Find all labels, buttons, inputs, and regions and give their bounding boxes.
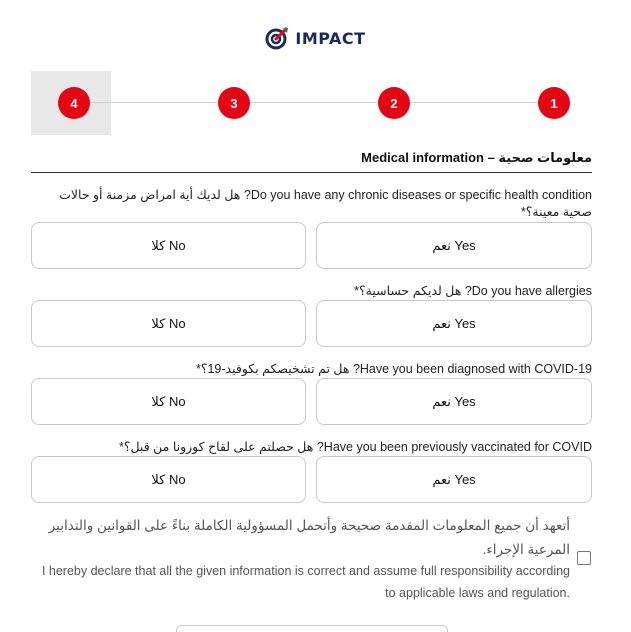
step-connector [409,102,537,103]
question-covid-vaccine: Have you been previously vaccinated for COVID? هل حصلتم على لقاح كورونا من قبل؟* [118,440,592,454]
allergies-no-button[interactable]: كلا No [31,300,306,347]
progress-stepper [31,71,591,135]
next-button[interactable] [176,625,448,632]
declaration-english: I hereby declare that all the given information is correct and assume full responsibility according to applicable laws and regulation. [41,564,570,600]
question-covid-diagnosis: Have you been diagnosed with COVID-19? هل تم تشخيصكم بكوفيد-19؟* [195,362,592,376]
declaration-arabic: أتعهد أن جميع المعلومات المقدمة صحيحة وأتحمل المسؤولية الكاملة بناءً على القوانين والتدابير المرعية الإجراء. [48,518,570,557]
step-1[interactable]: 1 [538,87,570,119]
step-connector [249,102,377,103]
covid-vaccine-no-button[interactable]: كلا No [31,456,306,503]
impact-logo-icon [265,26,289,50]
brand-logo [0,26,631,50]
brand-name: IMPACT [295,28,366,48]
covid-diagnosis-no-button[interactable]: كلا No [31,378,306,425]
step-3[interactable]: 3 [218,87,250,119]
covid-vaccine-yes-button[interactable]: نعم Yes [316,456,592,503]
chronic-diseases-yes-button[interactable]: نعم Yes [316,222,592,269]
allergies-yes-button[interactable]: نعم Yes [316,300,592,347]
declaration-checkbox[interactable] [577,551,591,565]
question-chronic-diseases: Do you have any chronic diseases or specific health condition? هل لديك أية امراض مزمنة أو حالات صحية معينة؟* [59,188,592,219]
question-allergies: Do you have allergies? هل لديكم حساسية؟* [354,284,592,298]
section-title: Medical information – معلومات صحية [361,150,592,165]
step-connector [89,102,217,103]
step-2[interactable]: 2 [378,87,410,119]
covid-diagnosis-yes-button[interactable]: نعم Yes [316,378,592,425]
chronic-diseases-no-button[interactable]: كلا No [31,222,306,269]
section-divider [31,172,592,173]
step-4[interactable]: 4 [58,87,90,119]
